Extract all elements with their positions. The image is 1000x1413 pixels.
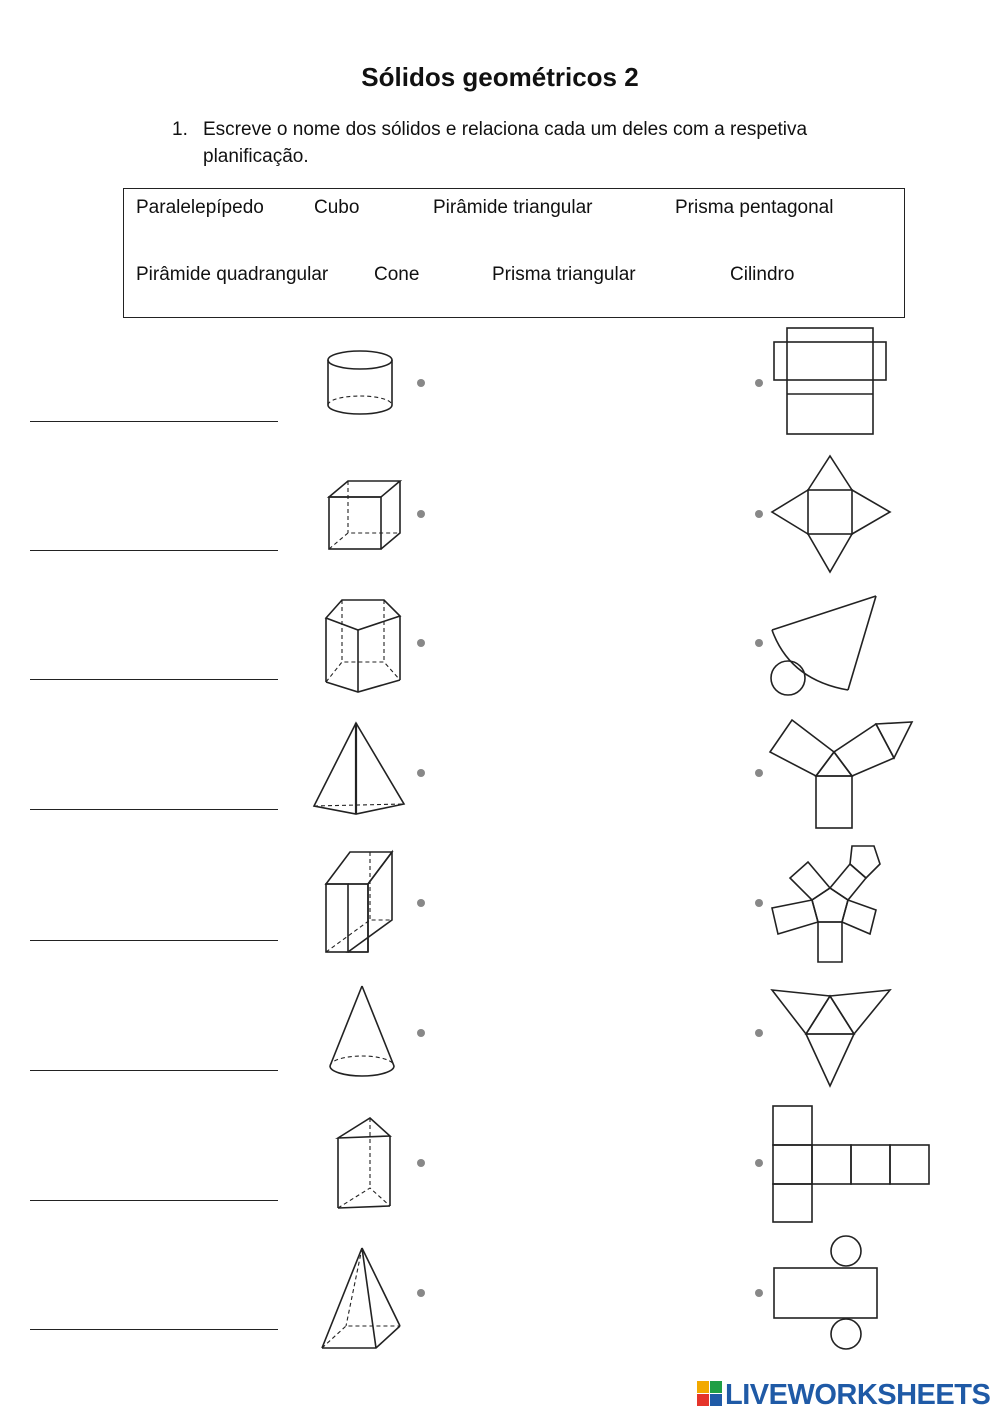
triangular-prism-icon <box>330 1112 396 1218</box>
match-dot-left-1[interactable] <box>417 379 425 387</box>
match-dot-right-1[interactable] <box>755 379 763 387</box>
logo-mark-icon <box>697 1381 723 1407</box>
match-dot-right-3[interactable] <box>755 639 763 647</box>
match-dot-left-7[interactable] <box>417 1159 425 1167</box>
triangular-pyramid-net-icon <box>768 984 894 1090</box>
cone-icon <box>326 982 398 1082</box>
match-dot-left-8[interactable] <box>417 1289 425 1297</box>
square-pyramid-icon <box>318 1244 406 1354</box>
cone-net-icon <box>768 592 880 698</box>
answer-line-3[interactable] <box>30 679 278 680</box>
rectangular-prism-net-icon <box>770 326 890 436</box>
answer-line-1[interactable] <box>30 421 278 422</box>
answer-line-5[interactable] <box>30 940 278 941</box>
word-bank-item: Cubo <box>314 197 360 218</box>
pentagonal-prism-icon <box>318 592 408 696</box>
logo-brand-text: LIVEWORKSHEETS <box>725 1379 991 1411</box>
word-bank-item: Prisma pentagonal <box>675 197 834 218</box>
instruction-number: 1. <box>172 119 188 140</box>
instruction-text: Escreve o nome dos sólidos e relaciona cada um deles com a respetiva planificação. <box>203 119 808 167</box>
answer-line-4[interactable] <box>30 809 278 810</box>
word-bank-item: Prisma triangular <box>492 264 636 285</box>
cylinder-net-icon <box>770 1234 880 1352</box>
cylinder-icon <box>322 348 398 420</box>
match-dot-right-7[interactable] <box>755 1159 763 1167</box>
word-bank-item: Cilindro <box>730 264 795 285</box>
match-dot-right-6[interactable] <box>755 1029 763 1037</box>
word-bank-item: Cone <box>374 264 420 285</box>
match-dot-left-2[interactable] <box>417 510 425 518</box>
match-dot-left-4[interactable] <box>417 769 425 777</box>
match-dot-left-3[interactable] <box>417 639 425 647</box>
cube-net-icon <box>770 1104 932 1224</box>
triangular-prism-net-icon <box>766 718 916 832</box>
match-dot-right-2[interactable] <box>755 510 763 518</box>
match-dot-right-4[interactable] <box>755 769 763 777</box>
answer-line-2[interactable] <box>30 550 278 551</box>
word-bank-item: Pirâmide quadrangular <box>136 264 329 285</box>
match-dot-right-5[interactable] <box>755 899 763 907</box>
word-bank <box>123 188 905 318</box>
page-title: Sólidos geométricos 2 <box>361 62 639 92</box>
match-dot-left-5[interactable] <box>417 899 425 907</box>
pentagonal-prism-net-icon <box>768 842 894 964</box>
rectangular-prism-icon <box>322 848 398 958</box>
match-dot-left-6[interactable] <box>417 1029 425 1037</box>
answer-line-8[interactable] <box>30 1329 278 1330</box>
word-bank-item: Paralelepípedo <box>136 197 264 218</box>
match-dot-right-8[interactable] <box>755 1289 763 1297</box>
square-pyramid-net-icon <box>768 454 894 574</box>
answer-line-7[interactable] <box>30 1200 278 1201</box>
answer-line-6[interactable] <box>30 1070 278 1071</box>
cube-icon <box>322 478 406 554</box>
word-bank-item: Pirâmide triangular <box>433 197 593 218</box>
triangular-pyramid-icon <box>312 720 408 818</box>
